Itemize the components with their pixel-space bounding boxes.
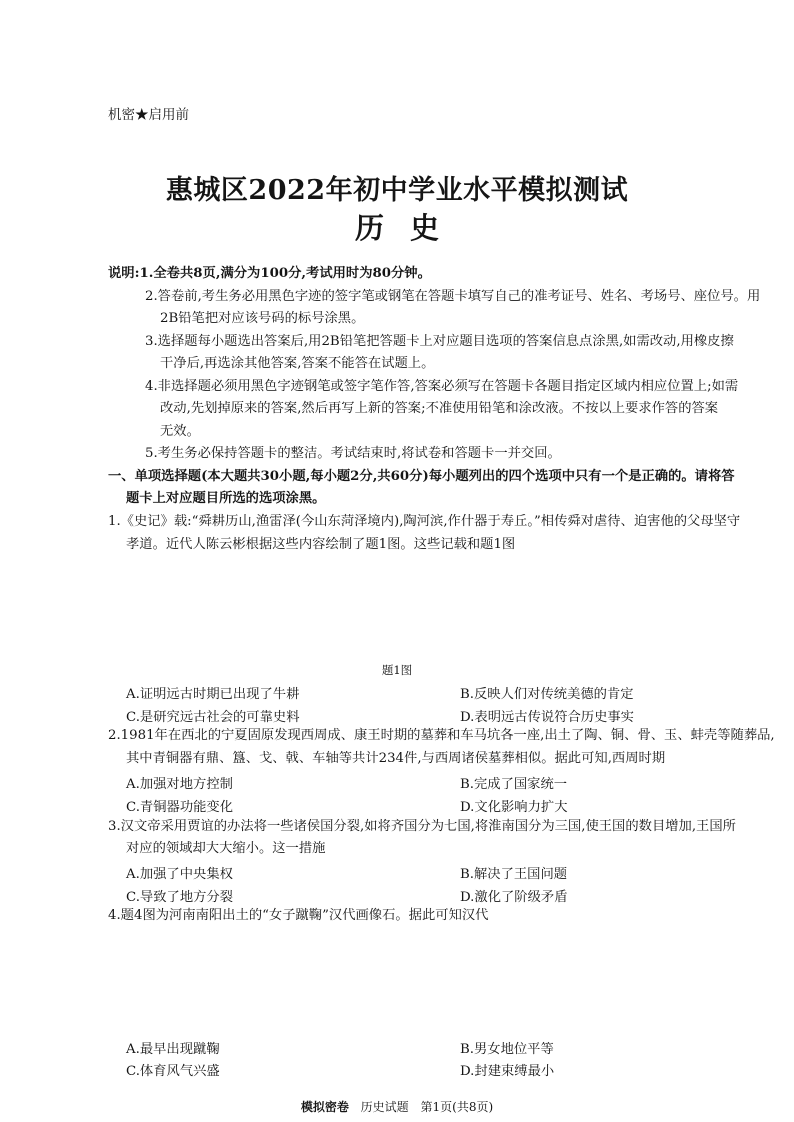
option-b[interactable]: B.男女地位平等 bbox=[460, 1042, 554, 1057]
instruction-line: 改动,先划掉原来的答案,然后再写上新的答案;不准使用铅笔和涂改液。不按以上要求作答的答案 bbox=[160, 401, 719, 416]
instruction-line: 干净后,再选涂其他答案,答案不能答在试题上。 bbox=[160, 356, 435, 371]
option-c[interactable]: C.青铜器功能变化 bbox=[126, 800, 234, 815]
option-c[interactable]: C.是研究远古社会的可靠史料 bbox=[126, 710, 300, 725]
option-d[interactable]: D.激化了阶级矛盾 bbox=[460, 890, 568, 905]
instruction-line: 3.选择题每小题选出答案后,用2B铅笔把答题卡上对应题目选项的答案信息点涂黑,如需改动,用橡皮擦 bbox=[145, 334, 734, 349]
footer-page-number: 第1页(共8页) bbox=[420, 1100, 494, 1114]
figure-caption: 题1图 bbox=[381, 663, 413, 677]
footer-subject: 历史试题 bbox=[360, 1100, 409, 1114]
question-stem: 1.《史记》载:“舜耕历山,渔雷泽(今山东菏泽境内),陶河滨,作什器于寿丘。”相传舜对虐待、迫害他的父母坚守 bbox=[108, 514, 741, 529]
option-b[interactable]: B.完成了国家统一 bbox=[460, 777, 568, 792]
instruction-line: 5.考生务必保持答题卡的整洁。考试结束时,将试卷和答题卡一并交回。 bbox=[145, 446, 561, 461]
question-stem: 孝道。近代人陈云彬根据这些内容绘制了题1图。这些记载和题1图 bbox=[126, 537, 516, 552]
instruction-line: 无效。 bbox=[160, 424, 200, 439]
option-d[interactable]: D.表明远古传说符合历史事实 bbox=[460, 710, 634, 725]
exam-subject: 历史 bbox=[354, 211, 465, 245]
option-c[interactable]: C.体育风气兴盛 bbox=[126, 1064, 220, 1079]
option-b[interactable]: B.反映人们对传统美德的肯定 bbox=[460, 687, 634, 702]
option-d[interactable]: D.封建束缚最小 bbox=[460, 1064, 555, 1079]
option-a[interactable]: A.加强对地方控制 bbox=[126, 777, 233, 792]
option-d[interactable]: D.文化影响力扩大 bbox=[460, 800, 568, 815]
confidential-label: 机密★启用前 bbox=[108, 107, 189, 123]
instruction-line: 2.答卷前,考生务必用黑色字迹的签字笔或钢笔在答题卡填写自己的准考证号、姓名、考场号、座位号。用 bbox=[145, 289, 761, 304]
question-stem: 其中青铜器有鼎、簋、戈、戟、车轴等共计234件,与西周诸侯墓葬相似。据此可知,西周时期 bbox=[126, 751, 666, 766]
option-a[interactable]: A.加强了中央集权 bbox=[126, 867, 233, 882]
section-line: 一、单项选择题(本大题共30小题,每小题2分,共60分)每小题列出的四个选项中只有一个是正确的。请将答 bbox=[108, 469, 735, 484]
option-a[interactable]: A.最早出现蹴鞠 bbox=[126, 1042, 220, 1057]
question-stem: 对应的领域却大大缩小。这一措施 bbox=[126, 841, 326, 856]
instruction-line: 2B铅笔把对应该号码的标号涂黑。 bbox=[160, 311, 365, 326]
instruction-line: 4.非选择题必须用黑色字迹钢笔或签字笔作答,答案必须写在答题卡各题目指定区域内相应位置上;如需 bbox=[145, 379, 739, 394]
footer-label: 模拟密卷 bbox=[300, 1100, 349, 1114]
question-stem: 3.汉文帝采用贾谊的办法将一些诸侯国分裂,如将齐国分为七国,将淮南国分为三国,使王国的数目增加,王国所 bbox=[108, 819, 736, 834]
exam-title: 惠城区2022年初中学业水平模拟测试 bbox=[165, 175, 629, 206]
page-footer bbox=[0, 1098, 794, 1115]
question-stem: 2.1981年在西北的宁夏固原发现西周成、康王时期的墓葬和车马坑各一座,出土了陶、铜、骨、玉、蚌壳等随葬品, bbox=[108, 728, 775, 743]
option-b[interactable]: B.解决了王国问题 bbox=[460, 867, 568, 882]
instruction-line: 说明:1.全卷共8页,满分为100分,考试用时为80分钟。 bbox=[108, 266, 431, 281]
question-stem: 4.题4图为河南南阳出土的“女子蹴鞠”汉代画像石。据此可知汉代 bbox=[108, 908, 489, 923]
section-line: 题卡上对应题目所选的选项涂黑。 bbox=[126, 491, 326, 506]
option-a[interactable]: A.证明远古时期已出现了牛耕 bbox=[126, 687, 300, 702]
option-c[interactable]: C.导致了地方分裂 bbox=[126, 890, 234, 905]
